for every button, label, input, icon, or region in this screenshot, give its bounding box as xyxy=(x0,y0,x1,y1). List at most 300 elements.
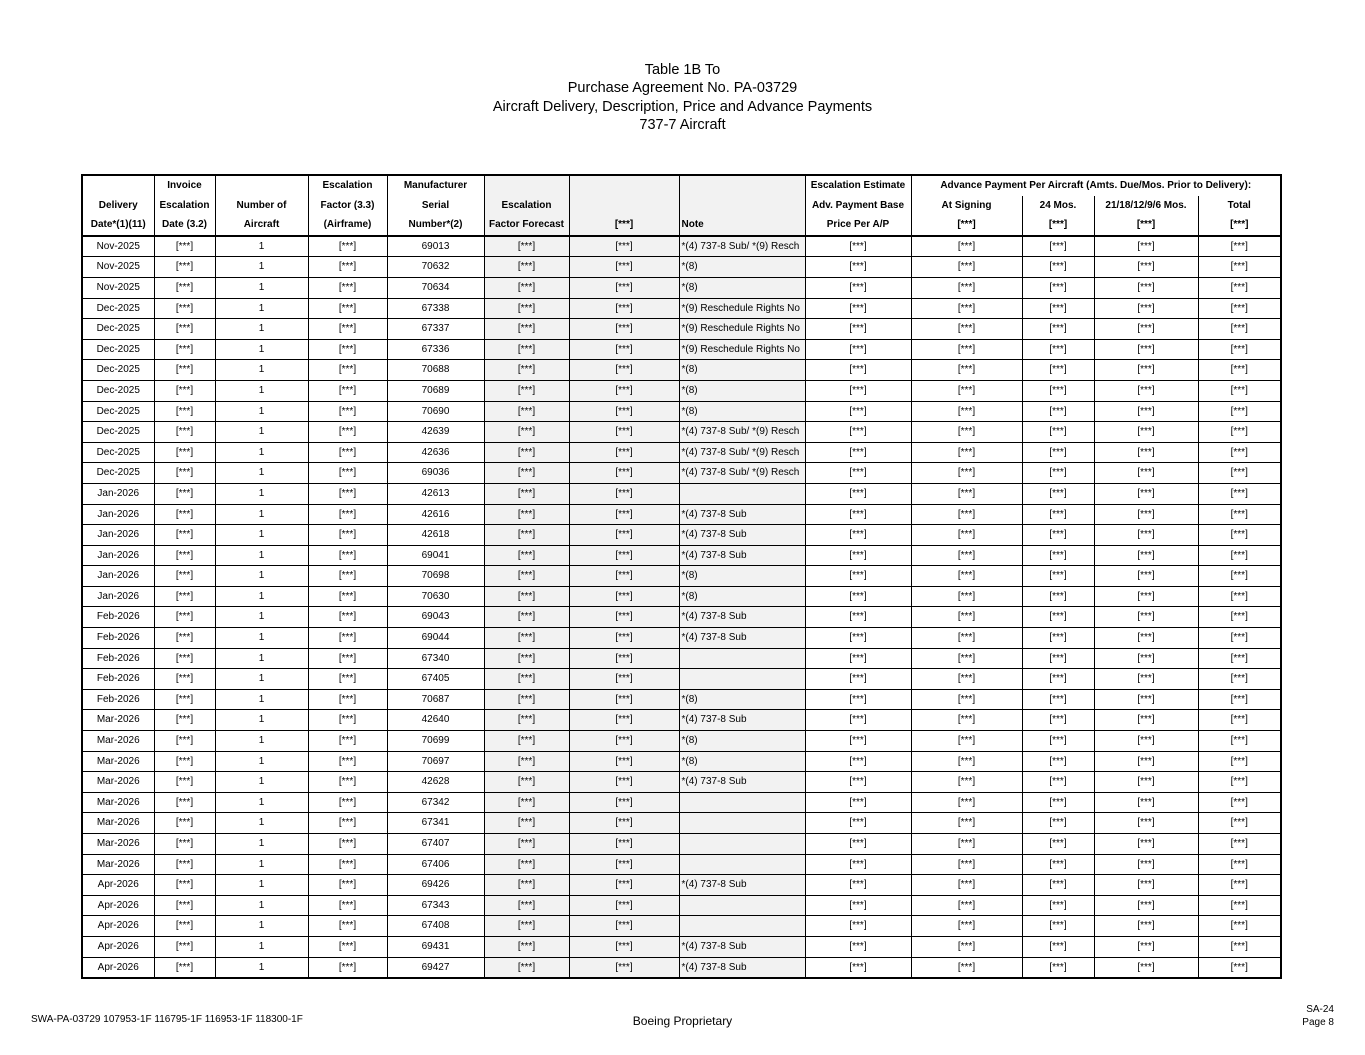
table-cell: [***] xyxy=(911,422,1022,443)
table-cell: [***] xyxy=(1094,710,1198,731)
table-cell: [***] xyxy=(1094,916,1198,937)
table-cell: [***] xyxy=(1022,422,1094,443)
table-cell: [***] xyxy=(1094,957,1198,978)
table-cell: 42628 xyxy=(387,772,484,793)
table-cell: [***] xyxy=(154,916,215,937)
table-cell: [***] xyxy=(308,319,387,340)
table-cell: [***] xyxy=(805,257,911,278)
table-cell: 1 xyxy=(215,895,308,916)
table-cell: 67342 xyxy=(387,792,484,813)
table-row xyxy=(82,483,1281,504)
table-cell: [***] xyxy=(1198,669,1281,690)
header-cell: 21/18/12/9/6 Mos. xyxy=(1094,196,1198,216)
table-cell: Feb-2026 xyxy=(82,628,154,649)
title-line-2: Purchase Agreement No. PA-03729 xyxy=(567,80,798,97)
table-cell: 1 xyxy=(215,813,308,834)
table-row xyxy=(82,875,1281,896)
table-cell: Dec-2025 xyxy=(82,401,154,422)
table-cell: Jan-2026 xyxy=(82,525,154,546)
table-cell: [***] xyxy=(569,401,679,422)
table-cell: [***] xyxy=(308,257,387,278)
table-cell: *(4) 737-8 Sub/ *(9) Resch xyxy=(679,422,805,443)
table-cell: [***] xyxy=(1022,298,1094,319)
table-cell: 1 xyxy=(215,319,308,340)
table-cell: [***] xyxy=(154,236,215,257)
table-cell: [***] xyxy=(911,525,1022,546)
table-cell: [***] xyxy=(308,854,387,875)
table-cell: Nov-2025 xyxy=(82,257,154,278)
table-cell: Dec-2025 xyxy=(82,463,154,484)
table-cell: [***] xyxy=(1198,813,1281,834)
table-cell: [***] xyxy=(1198,834,1281,855)
table-cell: [***] xyxy=(911,463,1022,484)
table-cell: Dec-2025 xyxy=(82,360,154,381)
table-cell: [***] xyxy=(1198,772,1281,793)
table-cell: [***] xyxy=(569,586,679,607)
table-cell: [***] xyxy=(569,339,679,360)
table-cell: [***] xyxy=(308,731,387,752)
table-cell: *(9) Reschedule Rights No xyxy=(679,319,805,340)
table-cell: *(8) xyxy=(679,586,805,607)
header-cell: [***] xyxy=(911,215,1022,236)
table-cell: Jan-2026 xyxy=(82,586,154,607)
table-cell: [***] xyxy=(1094,339,1198,360)
table-cell: 67406 xyxy=(387,854,484,875)
table-cell: [***] xyxy=(805,669,911,690)
table-cell: [***] xyxy=(484,360,569,381)
table-cell: 42616 xyxy=(387,504,484,525)
table-cell: [***] xyxy=(569,422,679,443)
table-cell: [***] xyxy=(308,586,387,607)
table-cell: [***] xyxy=(805,689,911,710)
table-cell: [***] xyxy=(1198,689,1281,710)
table-cell: [***] xyxy=(484,834,569,855)
table-cell: Mar-2026 xyxy=(82,751,154,772)
table-cell: 67405 xyxy=(387,669,484,690)
table-cell: [***] xyxy=(154,380,215,401)
table-cell: [***] xyxy=(308,360,387,381)
table-cell: [***] xyxy=(1094,648,1198,669)
table-row xyxy=(82,916,1281,937)
table-cell: [***] xyxy=(805,772,911,793)
header-cell: Serial xyxy=(387,196,484,216)
table-cell: *(4) 737-8 Sub xyxy=(679,504,805,525)
table-cell: 70698 xyxy=(387,566,484,587)
table-cell: 1 xyxy=(215,545,308,566)
table-cell: [***] xyxy=(1022,483,1094,504)
table-cell: [***] xyxy=(308,689,387,710)
table-cell: [***] xyxy=(1094,936,1198,957)
table-cell: [***] xyxy=(1094,628,1198,649)
table-cell: [***] xyxy=(484,380,569,401)
table-cell: [***] xyxy=(1022,772,1094,793)
header-cell: Escalation xyxy=(154,196,215,216)
table-cell: [***] xyxy=(1022,380,1094,401)
table-cell: [***] xyxy=(484,689,569,710)
table-cell: [***] xyxy=(805,525,911,546)
table-cell: [***] xyxy=(569,319,679,340)
table-cell: [***] xyxy=(569,875,679,896)
table-cell: [***] xyxy=(1022,689,1094,710)
table-cell: [***] xyxy=(484,298,569,319)
header-cell: Adv. Payment Base xyxy=(805,196,911,216)
table-cell: [***] xyxy=(911,360,1022,381)
table-cell: [***] xyxy=(1022,525,1094,546)
table-cell: Jan-2026 xyxy=(82,483,154,504)
table-cell: [***] xyxy=(569,834,679,855)
table-cell: [***] xyxy=(805,751,911,772)
table-cell: [***] xyxy=(308,545,387,566)
table-cell: 1 xyxy=(215,834,308,855)
table-cell: [***] xyxy=(484,586,569,607)
table-cell: [***] xyxy=(484,628,569,649)
table-cell: [***] xyxy=(805,936,911,957)
table-row xyxy=(82,669,1281,690)
table-cell: [***] xyxy=(154,648,215,669)
table-cell: [***] xyxy=(1094,813,1198,834)
header-cell xyxy=(82,175,154,196)
table-cell: [***] xyxy=(484,566,569,587)
table-cell: *(4) 737-8 Sub xyxy=(679,628,805,649)
table-cell: [***] xyxy=(1022,319,1094,340)
table-cell: [***] xyxy=(805,319,911,340)
table-cell: [***] xyxy=(1094,298,1198,319)
table-cell: [***] xyxy=(154,422,215,443)
table-cell: *(8) xyxy=(679,360,805,381)
table-cell: [***] xyxy=(805,895,911,916)
table-row xyxy=(82,298,1281,319)
table-cell: [***] xyxy=(569,277,679,298)
table-cell: 67407 xyxy=(387,834,484,855)
table-cell: [***] xyxy=(1198,545,1281,566)
table-cell: [***] xyxy=(1198,957,1281,978)
table-cell: [***] xyxy=(911,586,1022,607)
table-cell: [***] xyxy=(1094,566,1198,587)
table-cell: [***] xyxy=(154,525,215,546)
table-cell: [***] xyxy=(154,669,215,690)
table-cell: [***] xyxy=(805,916,911,937)
table-cell: [***] xyxy=(1022,792,1094,813)
table-cell: [***] xyxy=(1094,277,1198,298)
table-row xyxy=(82,463,1281,484)
table-cell: [***] xyxy=(1022,504,1094,525)
table-cell: [***] xyxy=(1198,339,1281,360)
table-cell: 1 xyxy=(215,586,308,607)
table-row xyxy=(82,648,1281,669)
table-cell: [***] xyxy=(569,380,679,401)
header-row-3 xyxy=(82,215,1281,236)
table-body xyxy=(82,236,1281,978)
table-cell: [***] xyxy=(1094,442,1198,463)
table-cell: [***] xyxy=(805,566,911,587)
table-cell: [***] xyxy=(569,689,679,710)
table-cell: *(9) Reschedule Rights No xyxy=(679,339,805,360)
table-cell: [***] xyxy=(1022,895,1094,916)
table-cell: Feb-2026 xyxy=(82,648,154,669)
table-cell: [***] xyxy=(154,298,215,319)
table-cell: *(4) 737-8 Sub xyxy=(679,936,805,957)
table-cell: [***] xyxy=(308,628,387,649)
table-cell: [***] xyxy=(569,772,679,793)
table-cell: Mar-2026 xyxy=(82,813,154,834)
table-cell: [***] xyxy=(569,669,679,690)
table-cell: [***] xyxy=(1198,463,1281,484)
table-cell: [***] xyxy=(484,483,569,504)
table-cell: *(8) xyxy=(679,277,805,298)
table-cell: [***] xyxy=(911,442,1022,463)
table-cell: 1 xyxy=(215,463,308,484)
table-cell: Jan-2026 xyxy=(82,504,154,525)
table-cell: [***] xyxy=(1198,648,1281,669)
table-cell: [***] xyxy=(805,731,911,752)
table-cell: 69036 xyxy=(387,463,484,484)
table-cell: [***] xyxy=(1094,586,1198,607)
table-cell: Apr-2026 xyxy=(82,957,154,978)
table-cell: 1 xyxy=(215,298,308,319)
table-cell: [***] xyxy=(154,319,215,340)
table-cell: [***] xyxy=(1198,916,1281,937)
table-cell: *(4) 737-8 Sub xyxy=(679,607,805,628)
table-cell: [***] xyxy=(805,875,911,896)
table-cell: 1 xyxy=(215,751,308,772)
table-cell: [***] xyxy=(569,854,679,875)
table-cell: [***] xyxy=(911,257,1022,278)
table-cell: [***] xyxy=(154,772,215,793)
table-cell: [***] xyxy=(805,339,911,360)
table-cell: *(4) 737-8 Sub xyxy=(679,545,805,566)
table-cell: [***] xyxy=(911,813,1022,834)
table-cell: *(4) 737-8 Sub xyxy=(679,772,805,793)
table-cell: 1 xyxy=(215,628,308,649)
table-cell: [***] xyxy=(911,607,1022,628)
table-cell: [***] xyxy=(484,236,569,257)
header-cell: Number*(2) xyxy=(387,215,484,236)
advance-payment-header: Advance Payment Per Aircraft (Amts. Due/Mos. Prior to Delivery): xyxy=(911,175,1281,196)
table-cell: [***] xyxy=(911,504,1022,525)
table-row xyxy=(82,504,1281,525)
table-row xyxy=(82,607,1281,628)
table-cell: [***] xyxy=(308,813,387,834)
table-cell: [***] xyxy=(1198,236,1281,257)
table-cell: [***] xyxy=(308,401,387,422)
header-cell: Date (3.2) xyxy=(154,215,215,236)
table-cell: 1 xyxy=(215,957,308,978)
table-cell: [***] xyxy=(1094,669,1198,690)
table-cell: [***] xyxy=(911,751,1022,772)
table-cell: [***] xyxy=(484,504,569,525)
table-cell: *(8) xyxy=(679,380,805,401)
table-cell: [***] xyxy=(805,236,911,257)
table-cell: [***] xyxy=(1198,854,1281,875)
table-cell: [***] xyxy=(484,772,569,793)
table-cell: [***] xyxy=(308,710,387,731)
footer-page-info xyxy=(1302,1003,1334,1029)
table-cell: [***] xyxy=(569,895,679,916)
table-cell: [***] xyxy=(911,545,1022,566)
table-cell: 1 xyxy=(215,442,308,463)
table-cell: [***] xyxy=(805,710,911,731)
table-cell: Apr-2026 xyxy=(82,895,154,916)
table-cell: [***] xyxy=(1094,731,1198,752)
table-cell: [***] xyxy=(569,936,679,957)
table-cell: 1 xyxy=(215,669,308,690)
table-cell: 67340 xyxy=(387,648,484,669)
table-cell: [***] xyxy=(154,957,215,978)
table-cell: [***] xyxy=(308,566,387,587)
table-cell: [***] xyxy=(1198,710,1281,731)
table-cell: [***] xyxy=(805,628,911,649)
table-row xyxy=(82,895,1281,916)
table-cell: [***] xyxy=(569,916,679,937)
table-cell: [***] xyxy=(1198,525,1281,546)
table-cell: [***] xyxy=(484,319,569,340)
header-cell: [***] xyxy=(569,215,679,236)
table-cell: Feb-2026 xyxy=(82,689,154,710)
table-cell: [***] xyxy=(911,772,1022,793)
table-cell: [***] xyxy=(1198,895,1281,916)
table-cell: [***] xyxy=(911,710,1022,731)
table-cell: [***] xyxy=(484,648,569,669)
table-cell: Mar-2026 xyxy=(82,792,154,813)
table-cell xyxy=(679,854,805,875)
table-cell: [***] xyxy=(911,689,1022,710)
table-cell: [***] xyxy=(805,792,911,813)
table-cell: Dec-2025 xyxy=(82,380,154,401)
table-cell: Mar-2026 xyxy=(82,710,154,731)
title-line-1: Table 1B To xyxy=(644,62,721,78)
table-cell: [***] xyxy=(805,483,911,504)
table-cell: [***] xyxy=(484,710,569,731)
header-cell: [***] xyxy=(1198,215,1281,236)
table-cell: [***] xyxy=(1022,669,1094,690)
footer-page-number: Page 8 xyxy=(1302,1017,1334,1028)
header-cell xyxy=(679,175,805,196)
table-cell: [***] xyxy=(569,813,679,834)
table-cell: *(4) 737-8 Sub xyxy=(679,957,805,978)
table-cell: [***] xyxy=(1022,854,1094,875)
footer-document-id: SWA-PA-03729 107953-1F 116795-1F 116953-1F 118300-1F xyxy=(31,1014,303,1025)
table-cell: 70699 xyxy=(387,731,484,752)
table-cell: [***] xyxy=(569,483,679,504)
table-cell: Dec-2025 xyxy=(82,422,154,443)
table-cell: [***] xyxy=(805,401,911,422)
table-cell: [***] xyxy=(484,854,569,875)
table-cell: 70688 xyxy=(387,360,484,381)
table-cell: 42640 xyxy=(387,710,484,731)
table-cell: [***] xyxy=(1094,401,1198,422)
table-cell: [***] xyxy=(569,792,679,813)
table-cell: [***] xyxy=(1094,483,1198,504)
table-cell: [***] xyxy=(805,607,911,628)
table-cell: [***] xyxy=(1094,875,1198,896)
table-cell: [***] xyxy=(154,277,215,298)
table-cell: *(8) xyxy=(679,566,805,587)
table-row xyxy=(82,792,1281,813)
table-cell xyxy=(679,792,805,813)
table-cell: [***] xyxy=(308,422,387,443)
table-cell: [***] xyxy=(805,586,911,607)
table-cell: [***] xyxy=(911,298,1022,319)
table-cell: [***] xyxy=(484,463,569,484)
table-cell: *(8) xyxy=(679,751,805,772)
table-cell: [***] xyxy=(1198,586,1281,607)
header-cell xyxy=(569,175,679,196)
table-cell: [***] xyxy=(1022,586,1094,607)
table-cell: [***] xyxy=(911,957,1022,978)
table-row xyxy=(82,834,1281,855)
header-cell: Escalation xyxy=(308,175,387,196)
footer-proprietary: Boeing Proprietary xyxy=(632,1014,733,1028)
table-cell: 1 xyxy=(215,236,308,257)
table-cell: 42613 xyxy=(387,483,484,504)
table-cell: [***] xyxy=(911,277,1022,298)
table-cell: Jan-2026 xyxy=(82,566,154,587)
table-cell: [***] xyxy=(484,669,569,690)
header-cell: Date*(1)(11) xyxy=(82,215,154,236)
table-cell: Dec-2025 xyxy=(82,319,154,340)
table-cell: [***] xyxy=(484,607,569,628)
table-cell: [***] xyxy=(911,339,1022,360)
table-cell: 70632 xyxy=(387,257,484,278)
table-cell: 1 xyxy=(215,936,308,957)
table-cell: [***] xyxy=(1022,751,1094,772)
header-cell: Price Per A/P xyxy=(805,215,911,236)
table-cell: [***] xyxy=(1022,916,1094,937)
table-cell: [***] xyxy=(154,463,215,484)
table-cell: [***] xyxy=(569,298,679,319)
table-row xyxy=(82,360,1281,381)
table-cell: [***] xyxy=(1022,277,1094,298)
table-cell: [***] xyxy=(1198,422,1281,443)
table-cell: [***] xyxy=(308,916,387,937)
table-cell: [***] xyxy=(154,628,215,649)
table-cell: [***] xyxy=(1022,257,1094,278)
table-cell: [***] xyxy=(154,566,215,587)
table-cell xyxy=(679,916,805,937)
table-row xyxy=(82,710,1281,731)
table-cell: [***] xyxy=(484,401,569,422)
header-cell xyxy=(215,175,308,196)
table-cell: 1 xyxy=(215,648,308,669)
table-row xyxy=(82,772,1281,793)
table-cell: [***] xyxy=(1198,566,1281,587)
table-row xyxy=(82,525,1281,546)
table-cell: [***] xyxy=(308,442,387,463)
table-cell: [***] xyxy=(569,751,679,772)
table-row xyxy=(82,936,1281,957)
table-cell: [***] xyxy=(1094,525,1198,546)
table-cell: [***] xyxy=(308,792,387,813)
table-cell: [***] xyxy=(1094,772,1198,793)
table-cell: [***] xyxy=(1198,401,1281,422)
header-cell xyxy=(569,196,679,216)
table-cell: Nov-2025 xyxy=(82,236,154,257)
table-cell: [***] xyxy=(1022,463,1094,484)
table-cell: [***] xyxy=(911,792,1022,813)
table-cell: 42618 xyxy=(387,525,484,546)
table-cell: [***] xyxy=(1022,545,1094,566)
table-cell: [***] xyxy=(911,380,1022,401)
table-cell: [***] xyxy=(805,957,911,978)
table-cell: 70689 xyxy=(387,380,484,401)
table-cell: 67408 xyxy=(387,916,484,937)
table-cell: *(4) 737-8 Sub xyxy=(679,710,805,731)
table-cell: 70690 xyxy=(387,401,484,422)
table-cell: [***] xyxy=(154,257,215,278)
table-cell: [***] xyxy=(484,895,569,916)
table-cell: [***] xyxy=(154,545,215,566)
table-row xyxy=(82,731,1281,752)
